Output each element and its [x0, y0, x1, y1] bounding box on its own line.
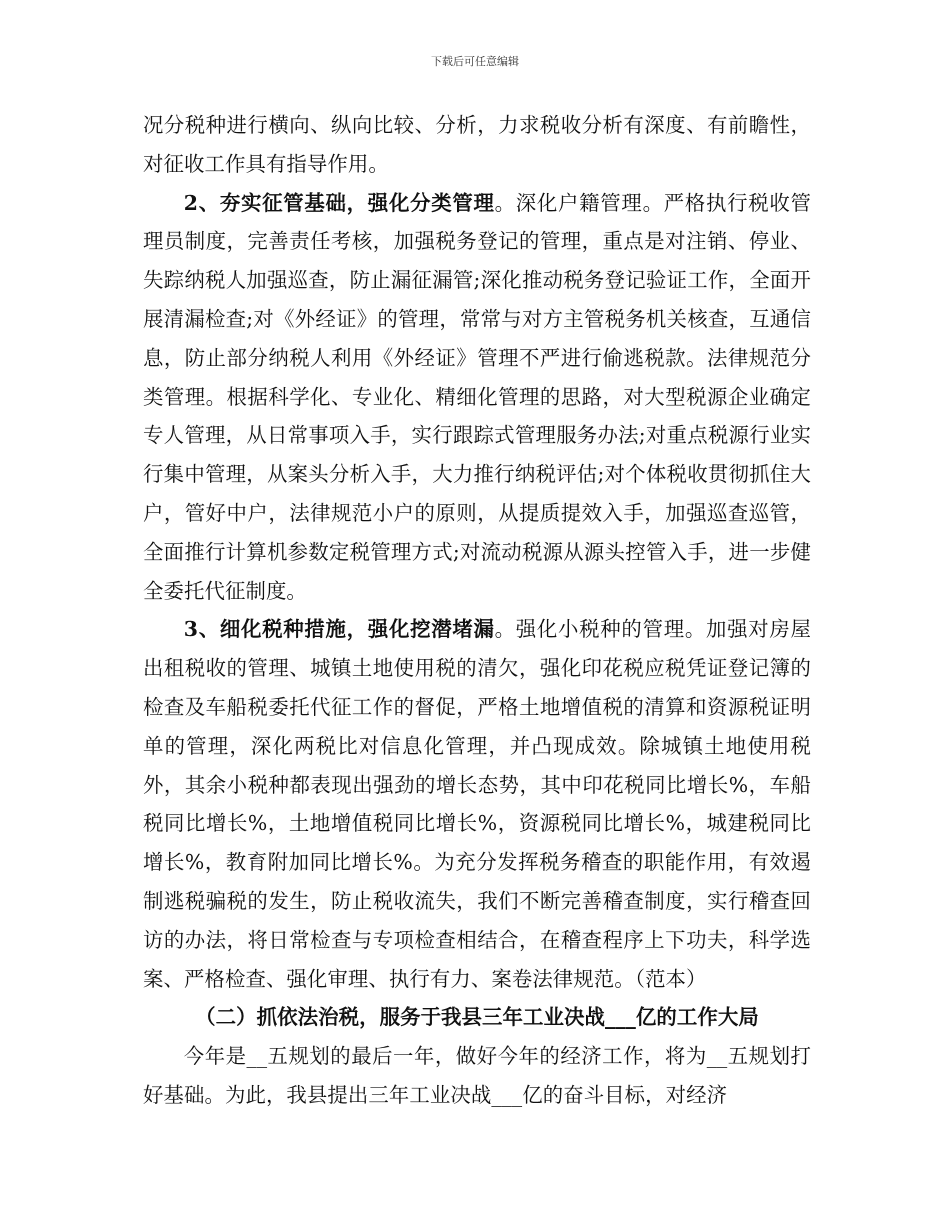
- running-header: 下载后可任意编辑: [431, 55, 519, 68]
- paragraph-text: 。深化户籍管理。严格执行税收管理员制度，完善责任考核，加强税务登记的管理，重点是对注销、停业、失踪纳税人加强巡查，防止漏征漏管;深化推动税务登记验证工作，全面开展清漏检查;对《外经证》的管理，常常与对方主管税务机关核查，互通信息，防止部分纳税人利用《外经证》管理不严进行偷逃税款。法律规范分类管理。根据科学化、专业化、精细化管理的思路，对大型税源企业确定专人管理，从日常事项入手，实行跟踪式管理服务办法;对重点税源行业实行集中管理，从案头分析入手，大力推行纳税评估;对个体税收贯彻抓住大户，管好中户，法律规范小户的原则，从提质提效入手，加强巡查巡管，全面推行计算机参数定税管理方式;对流动税源从源头控管入手，进一步健全委托代征制度。: [143, 190, 812, 603]
- body-text: [143, 106, 811, 1115]
- paragraph-text: 。强化小税种的管理。加强对房屋出租税收的管理、城镇土地使用税的清欠，强化印花税应税凭证登记簿的检查及车船税委托代征工作的督促，严格土地增值税的清算和资源税证明单的管理，深化两税比对信息化管理，并凸现成效。除城镇土地使用税外，其余小税种都表现出强劲的增长态势，其中印花税同比增长%，车船税同比增长%，土地增值税同比增长%，资源税同比增长%，城建税同比增长%，教育附加同比增长%。为充分发挥税务稽查的职能作用，有效遏制逃税骗税的发生，防止税收流失，我们不断完善稽查制度，实行稽查回访的办法，将日常检查与专项检查相结合，在稽查程序上下功夫，科学选案、严格检查、强化审理、执行有力、案卷法律规范。（范本）: [143, 617, 812, 991]
- paragraph-text: 今年是__五规划的最后一年，做好今年的经济工作，将为__五规划打好基础。为此，我县提出三年工业决战___亿的奋斗目标，对经济: [143, 1044, 811, 1107]
- paragraph-collection-management: [143, 184, 811, 611]
- paragraph-tax-measures: [143, 610, 811, 998]
- paragraph-continued: [143, 106, 811, 184]
- section-heading: （二）抓依法治税，服务于我县三年工业决战___亿的工作大局: [195, 1005, 759, 1030]
- paragraph-text: 况分税种进行横向、纵向比较、分析，力求税收分析有深度、有前瞻性，对征收工作具有指导作用。: [143, 113, 811, 176]
- paragraph-lead-heading: 3、细化税种措施，强化挖潜堵漏: [183, 617, 495, 642]
- paragraph-lead-heading: 2、夯实征管基础，强化分类管理: [183, 190, 495, 215]
- paragraph-current-year: [143, 1037, 811, 1115]
